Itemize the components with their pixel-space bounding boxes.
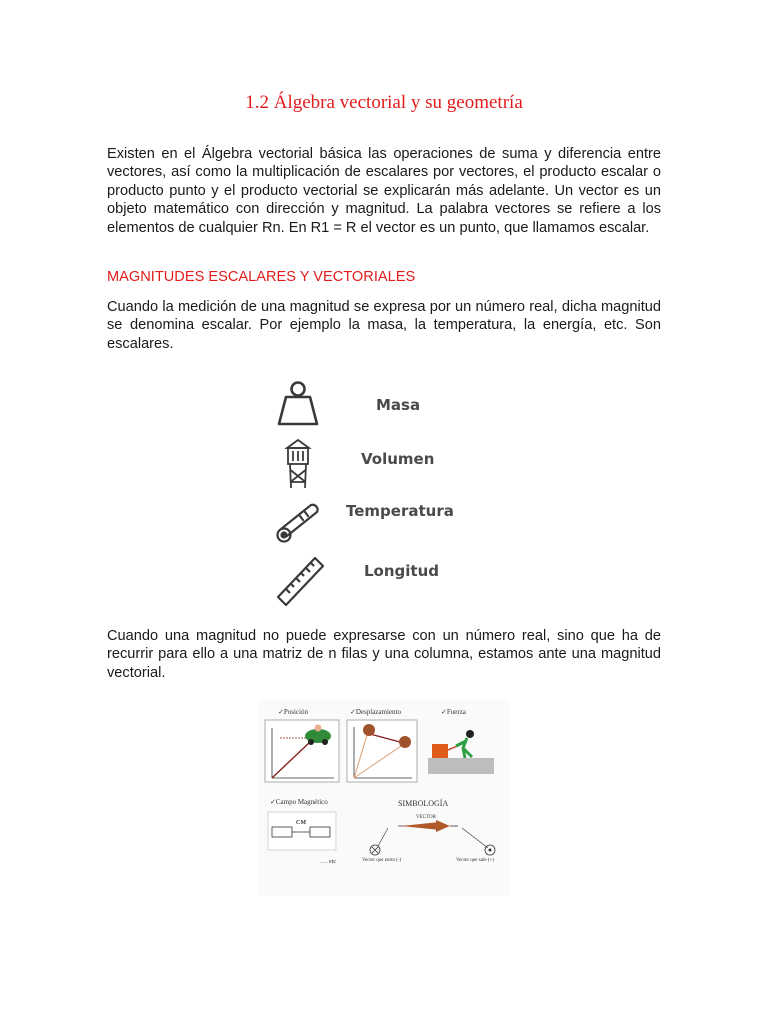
scalar-label-longitud: Longitud: [364, 562, 440, 580]
displacement-panel: [347, 720, 417, 782]
water-tower-icon: [287, 440, 309, 488]
intro-paragraph: Existen en el Álgebra vectorial básica las operaciones de suma y diferencia entre vectores, así como la multiplicación de escalares por vectores, el producto escalar o producto punto y el producto vectorial se explicarán más adelante. Un vector es un objeto matemático con dirección y magnitud. La palabra vectores se refiere a los elementos de cualquier Rn. En R1 = R el vector es un punto, que llamamos escalar.: [107, 146, 661, 236]
force-label: ✓Fuerza: [441, 708, 466, 716]
scalar-label-temperatura: Temperatura: [346, 502, 454, 520]
scalar-figure: [270, 378, 470, 610]
magnetic-label: ✓Campo Magnético: [270, 798, 328, 806]
entering-label: Vector que entra (-): [362, 858, 402, 863]
scalar-label-volumen: Volumen: [361, 450, 435, 468]
vector-label: VECTOR: [416, 815, 436, 820]
etc-label: …. etc: [320, 859, 336, 865]
position-label: ✓Posición: [278, 708, 308, 716]
position-panel: [265, 720, 339, 782]
scalar-label-masa: Masa: [376, 396, 421, 414]
cm-label: CM: [296, 820, 306, 826]
section-heading: MAGNITUDES ESCALARES Y VECTORIALES: [107, 269, 416, 285]
exiting-label: Vector que sale (+): [456, 858, 494, 863]
displacement-label: ✓Desplazamiento: [350, 708, 401, 716]
page-title: 1.2 Álgebra vectorial y su geometría: [245, 92, 523, 113]
scalar-icons: [270, 378, 326, 610]
vector-figure: [258, 700, 510, 896]
scalar-paragraph: Cuando la medición de una magnitud se expresa por un número real, dicha magnitud se denomina escalar. Por ejemplo la masa, la temperatura, la energía, etc. Son escalares.: [107, 299, 661, 352]
thermometer-icon: [278, 505, 318, 542]
weight-icon: [279, 383, 317, 425]
symbology-label: SIMBOLOGÍA: [398, 799, 449, 808]
vector-paragraph: Cuando una magnitud no puede expresarse con un número real, sino que ha de recurrir para ello a una matriz de n filas y una columna, estamos ante una magnitud vectorial.: [107, 628, 661, 681]
vector-figure-drawing: [258, 700, 510, 896]
ruler-icon: [278, 558, 323, 605]
